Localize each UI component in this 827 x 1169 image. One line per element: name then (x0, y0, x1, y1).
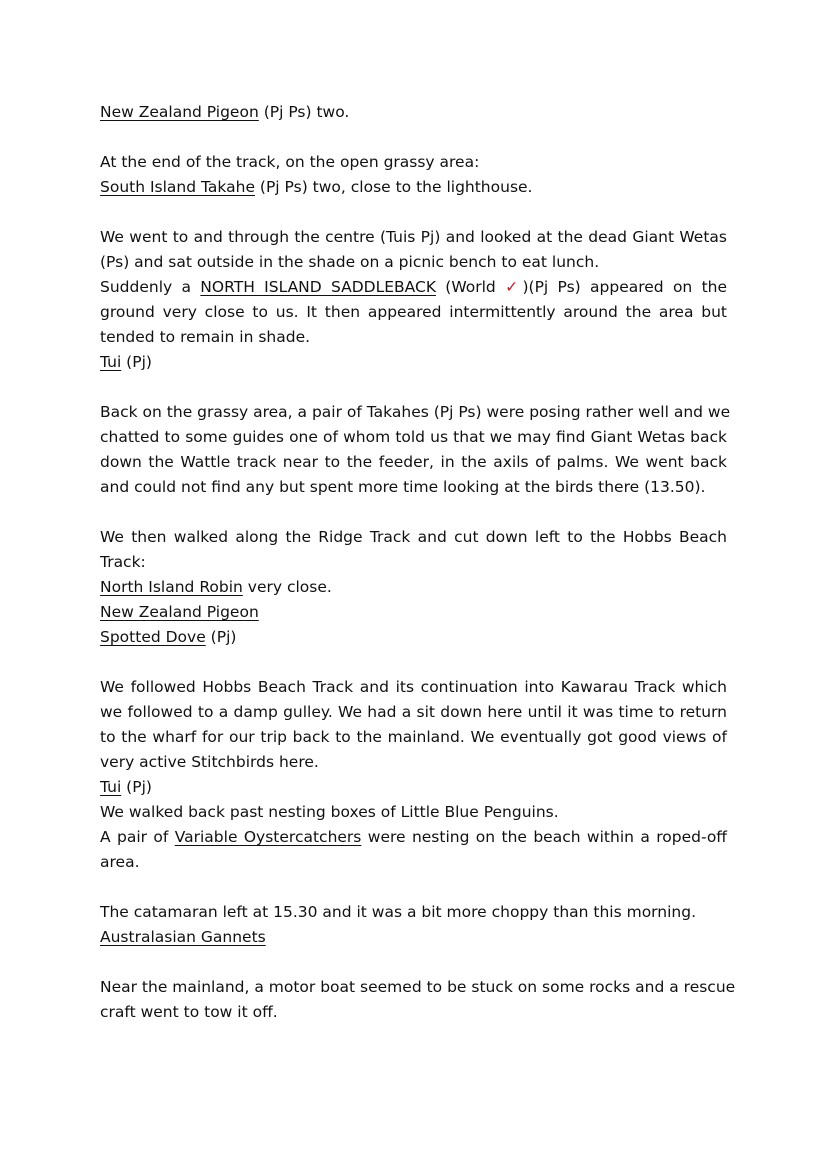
text-line: We followed Hobbs Beach Track and its continuation into Kawarau Track which (100, 678, 727, 696)
text-line: We went to and through the centre (Tuis Pj) and looked at the dead Giant Wetas (100, 228, 727, 246)
text-fragment: were nesting on the beach within a roped-off (361, 828, 727, 846)
document-page (100, 100, 736, 1050)
text-fragment: (Pj Ps) two. (258, 103, 350, 121)
text-line: tended to remain in shade. (100, 328, 311, 346)
text-line: very active Stitchbirds here. (100, 753, 319, 771)
text-fragment: (Pj Ps) two, close to the lighthouse. (254, 178, 533, 196)
species-name: Tui (100, 353, 122, 371)
species-name: Variable Oystercatchers (174, 828, 362, 846)
text-line: down the Wattle track near to the feeder, in the axils of palms. We went back (100, 453, 727, 471)
text-line (100, 925, 727, 950)
text-fragment: (Pj) (121, 353, 152, 371)
paragraph-hobbs-beach (100, 675, 727, 875)
text-line: (Ps) and sat outside in the shade on a picnic bench to eat lunch. (100, 253, 600, 271)
text-line (100, 275, 727, 300)
text-line: Back on the grassy area, a pair of Takahes (Pj Ps) were posing rather well and we (100, 403, 731, 421)
text-fragment: Suddenly a (100, 278, 201, 296)
text-line: area. (100, 853, 140, 871)
text-line (100, 100, 727, 125)
text-line: Near the mainland, a motor boat seemed to be stuck on some rocks and a rescue (100, 978, 736, 996)
text-fragment: very close. (242, 578, 332, 596)
species-name: New Zealand Pigeon (100, 103, 259, 121)
paragraph-pigeon (100, 100, 727, 125)
paragraph-catamaran (100, 900, 727, 950)
species-name: NORTH ISLAND SADDLEBACK (200, 278, 436, 296)
text-fragment: (Pj) (121, 778, 152, 796)
paragraph-grassy-area (100, 400, 731, 500)
species-name: North Island Robin (100, 578, 243, 596)
text-line: Track: (100, 553, 146, 571)
text-line: We walked back past nesting boxes of Little Blue Penguins. (100, 803, 559, 821)
species-name: Australasian Gannets (100, 928, 266, 946)
text-fragment: (Pj) (205, 628, 237, 646)
text-line (100, 825, 727, 850)
text-line: ground very close to us. It then appeared intermittently around the area but (100, 303, 727, 321)
species-name: Tui (100, 778, 122, 796)
text-line: At the end of the track, on the open grassy area: (100, 153, 480, 171)
text-line (100, 775, 727, 800)
text-line (100, 175, 727, 200)
paragraph-mainland (100, 975, 736, 1025)
text-line (100, 600, 727, 625)
text-line (100, 350, 727, 375)
red-tick-icon: ✓ (505, 278, 523, 296)
text-line: The catamaran left at 15.30 and it was a bit more choppy than this morning. (100, 903, 697, 921)
text-fragment: (World (436, 278, 506, 296)
paragraph-track-end (100, 150, 727, 200)
text-fragment: )(Pj Ps) appeared on the (522, 278, 727, 296)
text-line: We then walked along the Ridge Track and cut down left to the Hobbs Beach (100, 528, 727, 546)
species-name: New Zealand Pigeon (100, 603, 259, 621)
text-line: and could not find any but spent more time looking at the birds there (13.50). (100, 478, 706, 496)
text-line: to the wharf for our trip back to the mainland. We eventually got good views of (100, 728, 727, 746)
paragraph-ridge-track (100, 525, 727, 650)
text-line: craft went to tow it off. (100, 1003, 278, 1021)
text-fragment: A pair of (100, 828, 175, 846)
species-name: South Island Takahe (100, 178, 255, 196)
text-line: chatted to some guides one of whom told us that we may find Giant Wetas back (100, 428, 727, 446)
text-line (100, 575, 727, 600)
paragraph-centre-lunch (100, 225, 727, 375)
text-line: we followed to a damp gulley. We had a sit down here until it was time to return (100, 703, 727, 721)
species-name: Spotted Dove (100, 628, 206, 646)
text-line (100, 625, 727, 650)
